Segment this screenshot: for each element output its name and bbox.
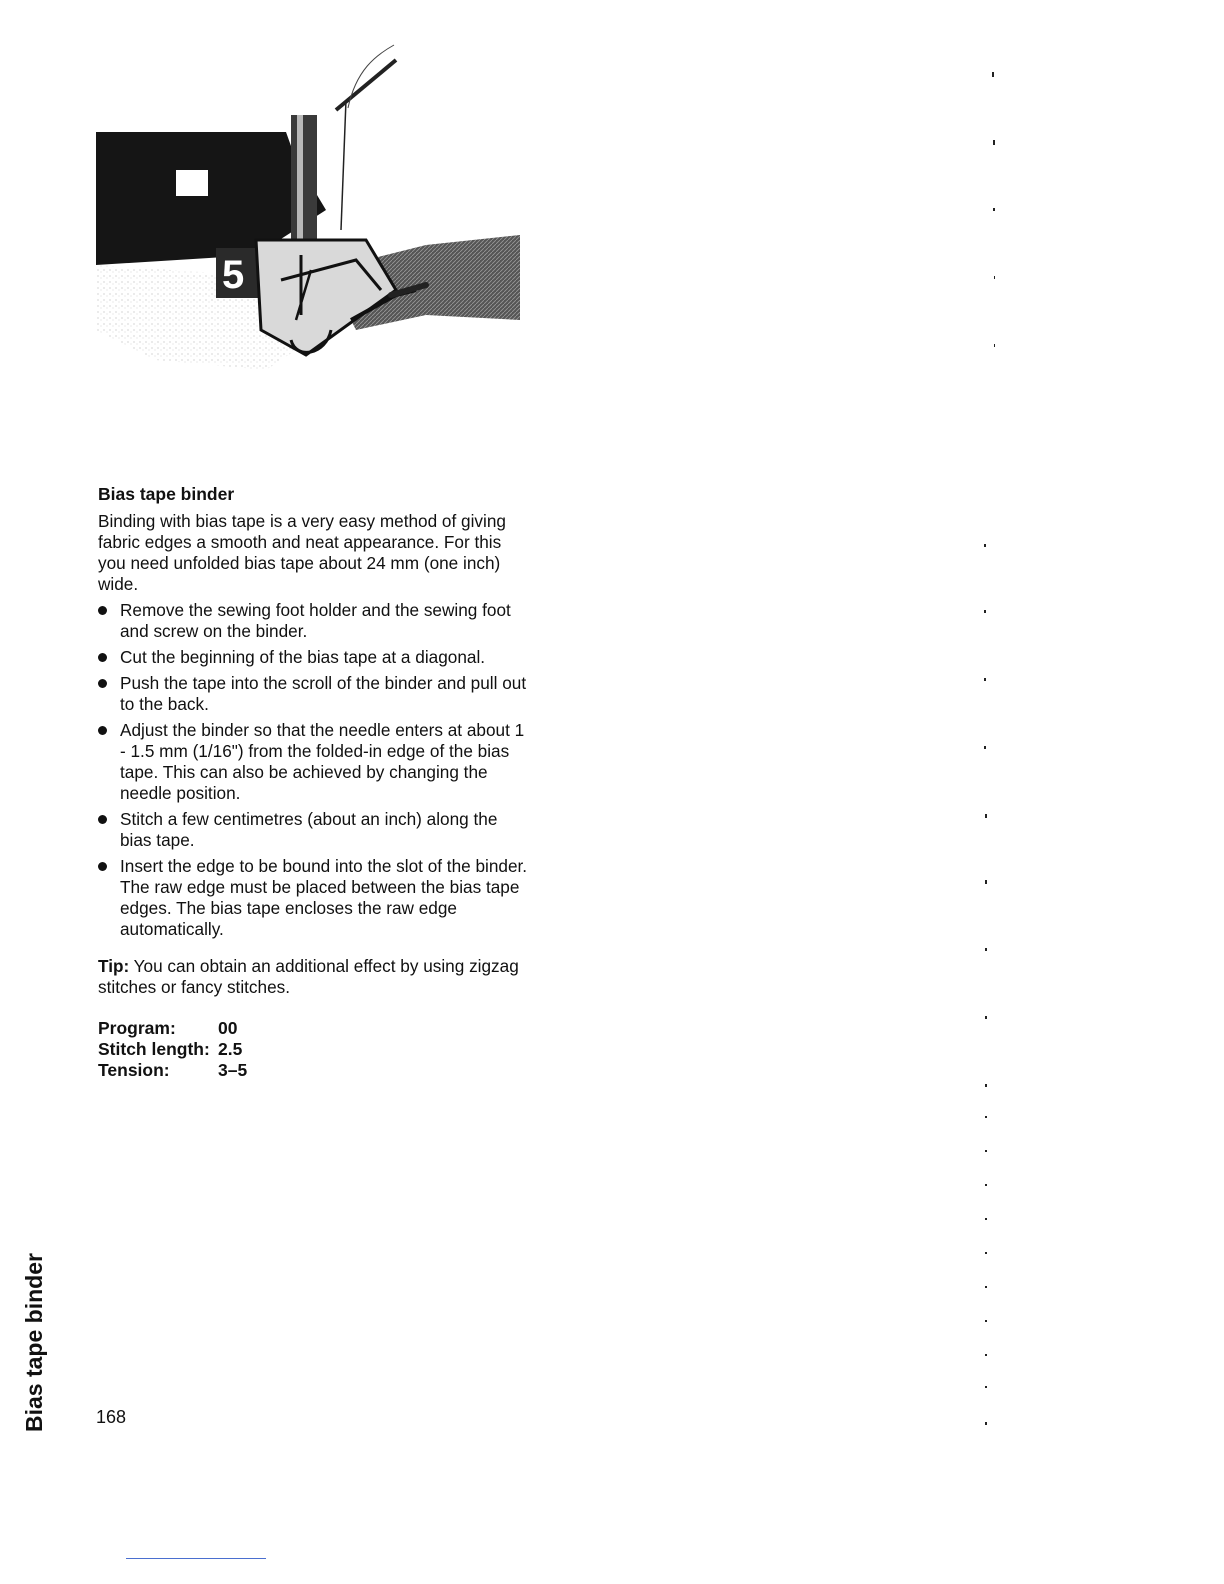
list-item xyxy=(98,720,528,804)
bias-tape-binder-photo xyxy=(96,40,520,420)
tip-paragraph xyxy=(98,956,528,998)
steps-list xyxy=(98,600,528,940)
bullet-icon xyxy=(98,606,107,615)
intro-paragraph: Binding with bias tape is a very easy method of giving fabric edges a smooth and neat appearance. For this you need unfolded bias tape about 24 mm (one inch) wide. xyxy=(98,511,506,594)
list-item xyxy=(98,856,528,940)
margin-scan-marks xyxy=(978,60,998,1440)
tip-label: Tip: xyxy=(98,956,130,976)
setting-value: 2.5 xyxy=(218,1039,243,1059)
instructions xyxy=(98,484,528,1081)
list-item xyxy=(98,673,528,715)
setting-label: Program: xyxy=(98,1018,176,1038)
step-text: Adjust the binder so that the needle enters at about 1 - 1.5 mm (1/16") from the folded-in edge of the bias tape. This can also be achieved by changing the needle position. xyxy=(120,720,525,803)
list-item xyxy=(98,809,528,851)
list-item xyxy=(98,600,528,642)
tip-text: You can obtain an additional effect by using zigzag stitches or fancy stitches. xyxy=(98,956,519,997)
settings-table xyxy=(98,1018,247,1081)
setting-value: 3–5 xyxy=(218,1060,248,1080)
section-heading: Bias tape binder xyxy=(98,484,235,504)
step-text: Remove the sewing foot holder and the sewing foot and screw on the binder. xyxy=(120,600,511,641)
table-row xyxy=(98,1060,247,1081)
bullet-icon xyxy=(98,815,107,824)
section-side-tab: Bias tape binder xyxy=(21,1253,47,1432)
bullet-icon xyxy=(98,726,107,735)
footer-rule xyxy=(126,1558,266,1559)
list-item xyxy=(98,647,528,668)
bullet-icon xyxy=(98,679,107,688)
bullet-icon xyxy=(98,862,107,871)
step-text: Stitch a few centimetres (about an inch) along the bias tape. xyxy=(120,809,498,850)
bullet-icon xyxy=(98,653,107,662)
setting-label: Tension: xyxy=(98,1060,170,1080)
page-number: 168 xyxy=(96,1407,127,1427)
step-text: Push the tape into the scroll of the binder and pull out to the back. xyxy=(120,673,527,714)
setting-label: Stitch length: xyxy=(98,1039,210,1059)
table-row xyxy=(98,1039,247,1060)
setting-value: 00 xyxy=(218,1018,238,1038)
step-text: Insert the edge to be bound into the slot of the binder. The raw edge must be placed between the bias tape edges. The bias tape encloses the raw edge automatically. xyxy=(120,856,528,939)
svg-text:5: 5 xyxy=(222,253,245,297)
table-row xyxy=(98,1018,247,1039)
step-text: Cut the beginning of the bias tape at a diagonal. xyxy=(120,647,486,667)
